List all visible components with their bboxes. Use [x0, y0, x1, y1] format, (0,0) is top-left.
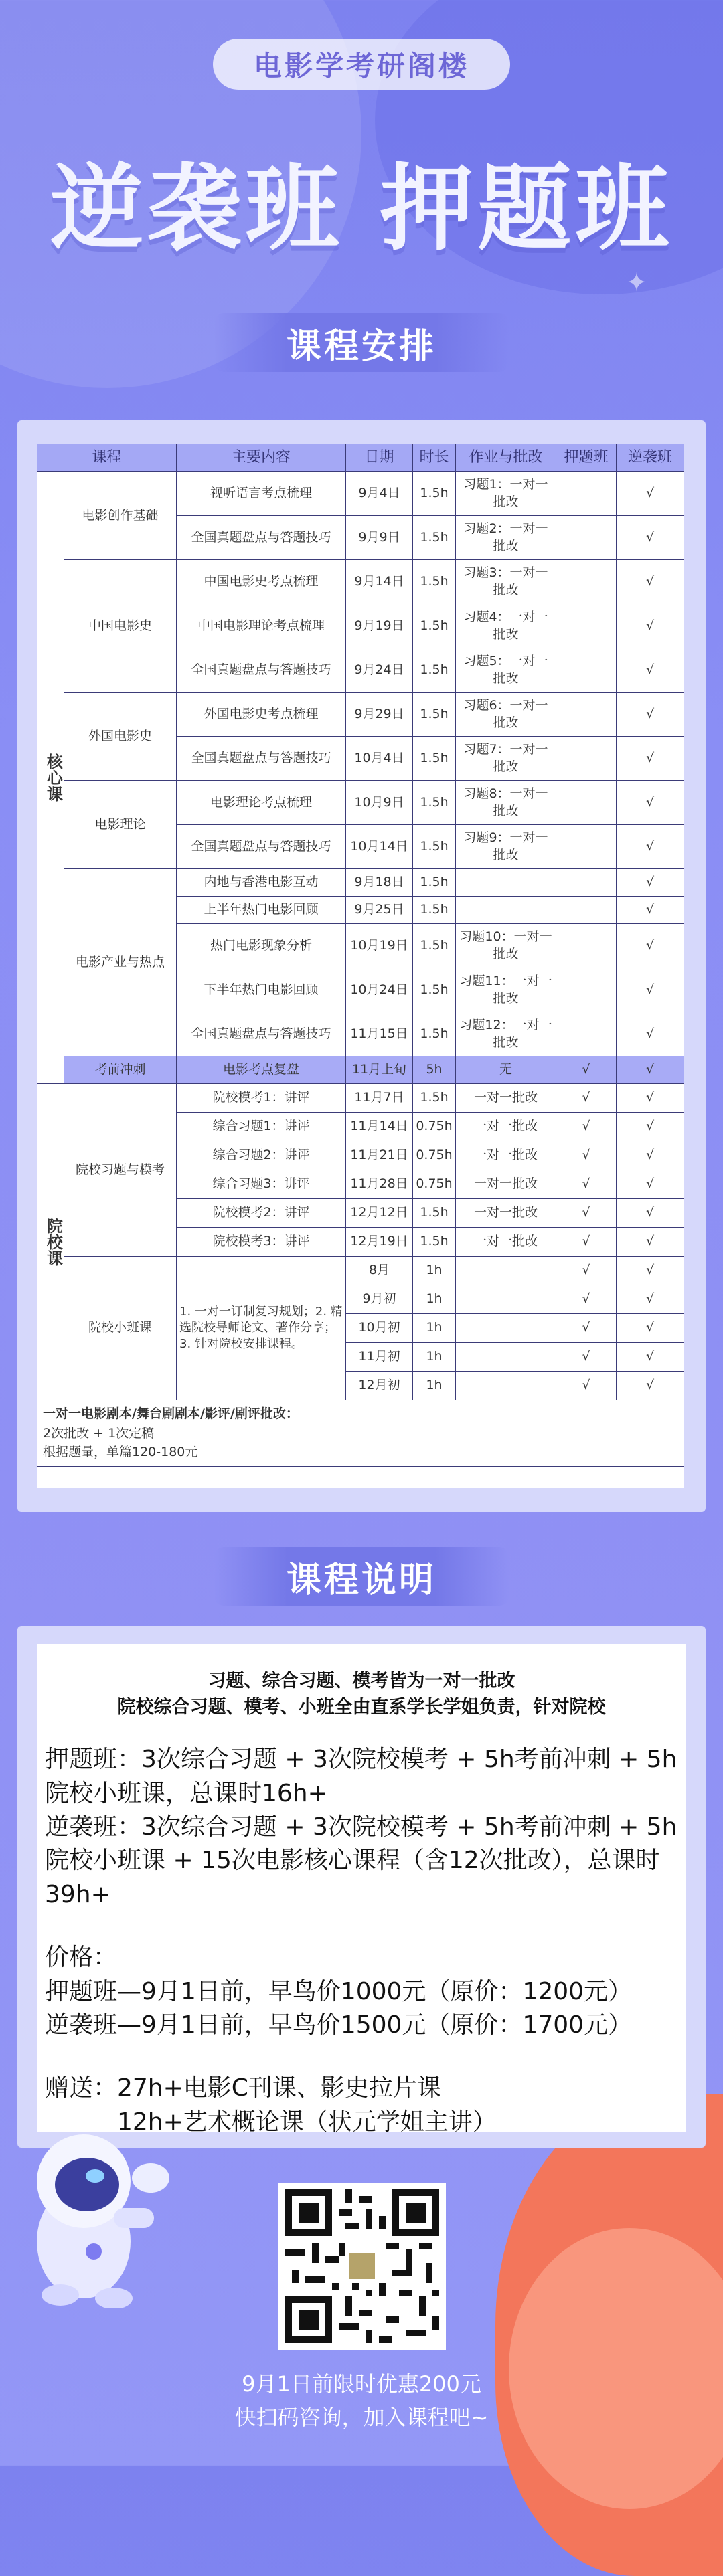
subject-theory: 电影理论 [64, 781, 177, 869]
cell-date: 11月28日 [346, 1170, 413, 1199]
cell-duration: 1.5h [413, 1012, 456, 1056]
cell-duration: 0.75h [413, 1170, 456, 1199]
cell-content: 全国真题盘点与答题技巧 [177, 648, 346, 693]
cell-nixi: √ [617, 1343, 684, 1372]
cell-homework [456, 869, 556, 897]
cell-nixi: √ [617, 1372, 684, 1400]
cell-date: 11月初 [346, 1343, 413, 1372]
cell-nixi: √ [617, 1257, 684, 1285]
cell-content: 全国真题盘点与答题技巧 [177, 1012, 346, 1056]
gift-line-1: 赠送：27h+电影C刊课、影史拉片课 [45, 2074, 441, 2102]
cell-content: 上半年热门电影回顾 [177, 897, 346, 924]
table-row [37, 472, 684, 516]
cell-date: 10月19日 [346, 924, 413, 968]
subject-foreign: 外国电影史 [64, 693, 177, 781]
cell-yati [556, 693, 617, 737]
cell-homework: 一对一批改 [456, 1199, 556, 1228]
cell-yati [556, 1012, 617, 1056]
cell-homework: 一对一批改 [456, 1113, 556, 1141]
cell-nixi: √ [617, 1084, 684, 1113]
cell-duration: 1.5h [413, 1084, 456, 1113]
cell-yati [556, 825, 617, 869]
cell-homework: 一对一批改 [456, 1084, 556, 1113]
cell-duration: 1.5h [413, 648, 456, 693]
cell-content: 院校模考1：讲评 [177, 1084, 346, 1113]
cell-yati: √ [556, 1056, 617, 1084]
cell-homework: 习题12：一对一批改 [456, 1012, 556, 1056]
cell-date: 12月初 [346, 1372, 413, 1400]
cell-nixi: √ [617, 1228, 684, 1257]
cell-date: 9月4日 [346, 472, 413, 516]
cell-date: 11月14日 [346, 1113, 413, 1141]
cell-yati [556, 737, 617, 781]
cta-line-2: 快扫码咨询，加入课程吧~ [234, 2405, 489, 2430]
header-date: 日期 [346, 444, 413, 472]
cell-homework: 习题3：一对一批改 [456, 560, 556, 604]
nixi-desc: 逆袭班：3次综合习题 + 3次院校模考 + 5h考前冲刺 + 5h院校小班课 + 15次电影核心课程（含12次批改），总课时39h+ [45, 1813, 677, 1908]
small-class-desc: 1. 一对一订制复习规划；2. 精选院校导师论文、著作分享；3. 针对院校安排课程。 [177, 1257, 346, 1400]
price-label: 价格： [45, 1944, 118, 1972]
cell-duration: 1.5h [413, 737, 456, 781]
cell-homework [456, 1285, 556, 1314]
cell-date: 12月19日 [346, 1228, 413, 1257]
cell-duration: 1.5h [413, 968, 456, 1012]
cell-yati [556, 869, 617, 897]
center-line-1: 习题、综合习题、模考皆为一对一批改 [208, 1671, 515, 1691]
cell-homework [456, 897, 556, 924]
cell-content: 院校模考2：讲评 [177, 1199, 346, 1228]
footnote-title: 一对一电影剧本/舞台剧剧本/影评/剧评批改： [43, 1406, 299, 1421]
cell-nixi: √ [617, 1141, 684, 1170]
school-category [37, 1084, 64, 1400]
cell-nixi: √ [617, 1199, 684, 1228]
core-label: 核心课 [44, 753, 63, 802]
header-homework: 作业与批改 [456, 444, 556, 472]
cell-homework [456, 1314, 556, 1343]
footnote-line-1: 2次批改 + 1次定稿 [43, 1425, 155, 1441]
cell-date: 11月7日 [346, 1084, 413, 1113]
cell-nixi: √ [617, 1113, 684, 1141]
cell-duration: 1.5h [413, 781, 456, 825]
header-yati: 押题班 [556, 444, 617, 472]
price-yati: 押题班—9月1日前，早鸟价1000元（原价：1200元） [45, 1977, 633, 2005]
cell-nixi: √ [617, 737, 684, 781]
cell-yati: √ [556, 1141, 617, 1170]
cell-content: 内地与香港电影互动 [177, 869, 346, 897]
cell-yati [556, 560, 617, 604]
qr-code[interactable] [278, 2183, 446, 2350]
cell-date: 11月15日 [346, 1012, 413, 1056]
cell-homework [456, 1343, 556, 1372]
cell-content: 视听语言考点梳理 [177, 472, 346, 516]
cell-yati: √ [556, 1228, 617, 1257]
cell-nixi: √ [617, 869, 684, 897]
subject-mock: 院校习题与模考 [64, 1084, 177, 1257]
cta-line-1: 9月1日前限时优惠200元 [242, 2371, 481, 2397]
cell-homework: 一对一批改 [456, 1228, 556, 1257]
table-footnote [37, 1400, 684, 1467]
cell-duration: 0.75h [413, 1141, 456, 1170]
cell-duration: 1.5h [413, 693, 456, 737]
table-header-row [37, 444, 684, 472]
cell-date: 10月4日 [346, 737, 413, 781]
yati-desc: 押题班：3次综合习题 + 3次院校模考 + 5h考前冲刺 + 5h院校小班课，总课时16h+ [45, 1746, 677, 1807]
hero-title: 逆袭班 押题班 [50, 155, 673, 264]
table-row [37, 869, 684, 897]
cell-date: 12月12日 [346, 1199, 413, 1228]
cell-date: 10月14日 [346, 825, 413, 869]
cell-yati: √ [556, 1170, 617, 1199]
cell-homework: 一对一批改 [456, 1170, 556, 1199]
cell-homework: 习题9：一对一批改 [456, 825, 556, 869]
cell-content: 下半年热门电影回顾 [177, 968, 346, 1012]
subject-small: 院校小班课 [64, 1257, 177, 1400]
cell-nixi: √ [617, 693, 684, 737]
cell-duration: 1.5h [413, 516, 456, 560]
school-label: 院校课 [44, 1218, 63, 1266]
table-row [37, 693, 684, 737]
cell-nixi: √ [617, 968, 684, 1012]
star-icon: ✦ [626, 268, 647, 297]
cell-duration: 1.5h [413, 924, 456, 968]
cell-date: 11月21日 [346, 1141, 413, 1170]
cell-nixi: √ [617, 825, 684, 869]
cell-homework: 习题8：一对一批改 [456, 781, 556, 825]
cell-date: 9月19日 [346, 604, 413, 648]
cell-homework: 习题1：一对一批改 [456, 472, 556, 516]
cell-duration: 1.5h [413, 869, 456, 897]
description-center [37, 1668, 686, 1720]
cell-duration: 0.75h [413, 1113, 456, 1141]
description-card [37, 1644, 686, 2136]
cell-content: 全国真题盘点与答题技巧 [177, 737, 346, 781]
cell-date: 9月29日 [346, 693, 413, 737]
cell-duration: 1.5h [413, 472, 456, 516]
table-footnote-row [37, 1400, 684, 1467]
cell-content: 中国电影史考点梳理 [177, 560, 346, 604]
cell-content: 热门电影现象分析 [177, 924, 346, 968]
cell-homework: 习题4：一对一批改 [456, 604, 556, 648]
cell-duration: 5h [413, 1056, 456, 1084]
cell-date: 9月24日 [346, 648, 413, 693]
cell-yati: √ [556, 1285, 617, 1314]
cell-nixi: √ [617, 648, 684, 693]
cell-yati: √ [556, 1343, 617, 1372]
cell-date: 9月初 [346, 1285, 413, 1314]
cell-content: 中国电影理论考点梳理 [177, 604, 346, 648]
cell-homework: 习题5：一对一批改 [456, 648, 556, 693]
cell-homework [456, 1372, 556, 1400]
cell-duration: 1.5h [413, 560, 456, 604]
cell-duration: 1.5h [413, 604, 456, 648]
cell-date: 9月25日 [346, 897, 413, 924]
cell-yati: √ [556, 1199, 617, 1228]
cell-date: 9月9日 [346, 516, 413, 560]
cell-yati [556, 604, 617, 648]
cell-homework: 习题6：一对一批改 [456, 693, 556, 737]
cell-yati [556, 924, 617, 968]
cell-homework: 习题7：一对一批改 [456, 737, 556, 781]
cell-homework: 习题11：一对一批改 [456, 968, 556, 1012]
cell-nixi: √ [617, 1314, 684, 1343]
cell-homework [456, 1257, 556, 1285]
brand-badge: 电影学考研阁楼 [213, 39, 510, 90]
header-duration: 时长 [413, 444, 456, 472]
subject-history: 中国电影史 [64, 560, 177, 693]
cell-date: 10月9日 [346, 781, 413, 825]
schedule-table [37, 444, 684, 1488]
gift-line-2: 12h+艺术概论课（状元学姐主讲） [117, 2108, 497, 2136]
cell-yati: √ [556, 1084, 617, 1113]
header-course: 课程 [37, 444, 177, 472]
astronaut-icon [20, 2108, 181, 2308]
cell-nixi: √ [617, 604, 684, 648]
cell-nixi: √ [617, 472, 684, 516]
cell-nixi: √ [617, 560, 684, 604]
cell-homework: 习题2：一对一批改 [456, 516, 556, 560]
cell-nixi: √ [617, 1170, 684, 1199]
footnote-line-2: 根据题量，单篇120-180元 [43, 1445, 198, 1459]
cell-content: 综合习题2：讲评 [177, 1141, 346, 1170]
cell-homework: 无 [456, 1056, 556, 1084]
table-row [37, 560, 684, 604]
cell-yati: √ [556, 1314, 617, 1343]
cell-date: 8月 [346, 1257, 413, 1285]
cell-duration: 1h [413, 1314, 456, 1343]
subject-creation: 电影创作基础 [64, 472, 177, 560]
table-row [37, 1257, 684, 1285]
cell-yati [556, 897, 617, 924]
cell-homework: 习题10：一对一批改 [456, 924, 556, 968]
cell-date: 11月上旬 [346, 1056, 413, 1084]
subject-sprint: 考前冲刺 [64, 1056, 177, 1084]
cell-content: 全国真题盘点与答题技巧 [177, 825, 346, 869]
cell-yati: √ [556, 1257, 617, 1285]
core-category [37, 472, 64, 1084]
header-content: 主要内容 [177, 444, 346, 472]
cell-duration: 1.5h [413, 897, 456, 924]
cell-yati [556, 968, 617, 1012]
price-nixi: 逆袭班—9月1日前，早鸟价1500元（原价：1700元） [45, 2011, 633, 2039]
cell-duration: 1.5h [413, 825, 456, 869]
cell-nixi: √ [617, 897, 684, 924]
cell-yati [556, 472, 617, 516]
qr-code-icon [278, 2183, 446, 2350]
cell-yati [556, 648, 617, 693]
subject-industry: 电影产业与热点 [64, 869, 177, 1056]
header-nixi: 逆袭班 [617, 444, 684, 472]
section-title-schedule: 课程安排 [214, 313, 509, 372]
cell-yati [556, 516, 617, 560]
cell-yati: √ [556, 1113, 617, 1141]
cell-date: 10月24日 [346, 968, 413, 1012]
cell-content: 综合习题3：讲评 [177, 1170, 346, 1199]
cell-duration: 1h [413, 1285, 456, 1314]
cell-nixi: √ [617, 1285, 684, 1314]
section-title-description: 课程说明 [214, 1547, 509, 1606]
table-row-sprint [37, 1056, 684, 1084]
cell-duration: 1h [413, 1343, 456, 1372]
cell-yati [556, 781, 617, 825]
table-row [37, 1084, 684, 1113]
cell-duration: 1.5h [413, 1228, 456, 1257]
cell-nixi: √ [617, 1012, 684, 1056]
center-line-2: 院校综合习题、模考、小班全由直系学长学姐负责，针对院校 [117, 1697, 606, 1718]
cell-nixi: √ [617, 781, 684, 825]
cell-date: 9月18日 [346, 869, 413, 897]
table-row [37, 781, 684, 825]
cell-duration: 1h [413, 1372, 456, 1400]
cell-homework: 一对一批改 [456, 1141, 556, 1170]
cell-date: 10月初 [346, 1314, 413, 1343]
cell-content: 全国真题盘点与答题技巧 [177, 516, 346, 560]
cell-content: 外国电影史考点梳理 [177, 693, 346, 737]
cell-nixi: √ [617, 924, 684, 968]
cell-content: 院校模考3：讲评 [177, 1228, 346, 1257]
cell-date: 9月14日 [346, 560, 413, 604]
cell-duration: 1h [413, 1257, 456, 1285]
cell-content: 综合习题1：讲评 [177, 1113, 346, 1141]
cell-yati: √ [556, 1372, 617, 1400]
cell-nixi: √ [617, 516, 684, 560]
cell-content: 电影理论考点梳理 [177, 781, 346, 825]
cell-content: 电影考点复盘 [177, 1056, 346, 1084]
cell-duration: 1.5h [413, 1199, 456, 1228]
cell-nixi: √ [617, 1056, 684, 1084]
